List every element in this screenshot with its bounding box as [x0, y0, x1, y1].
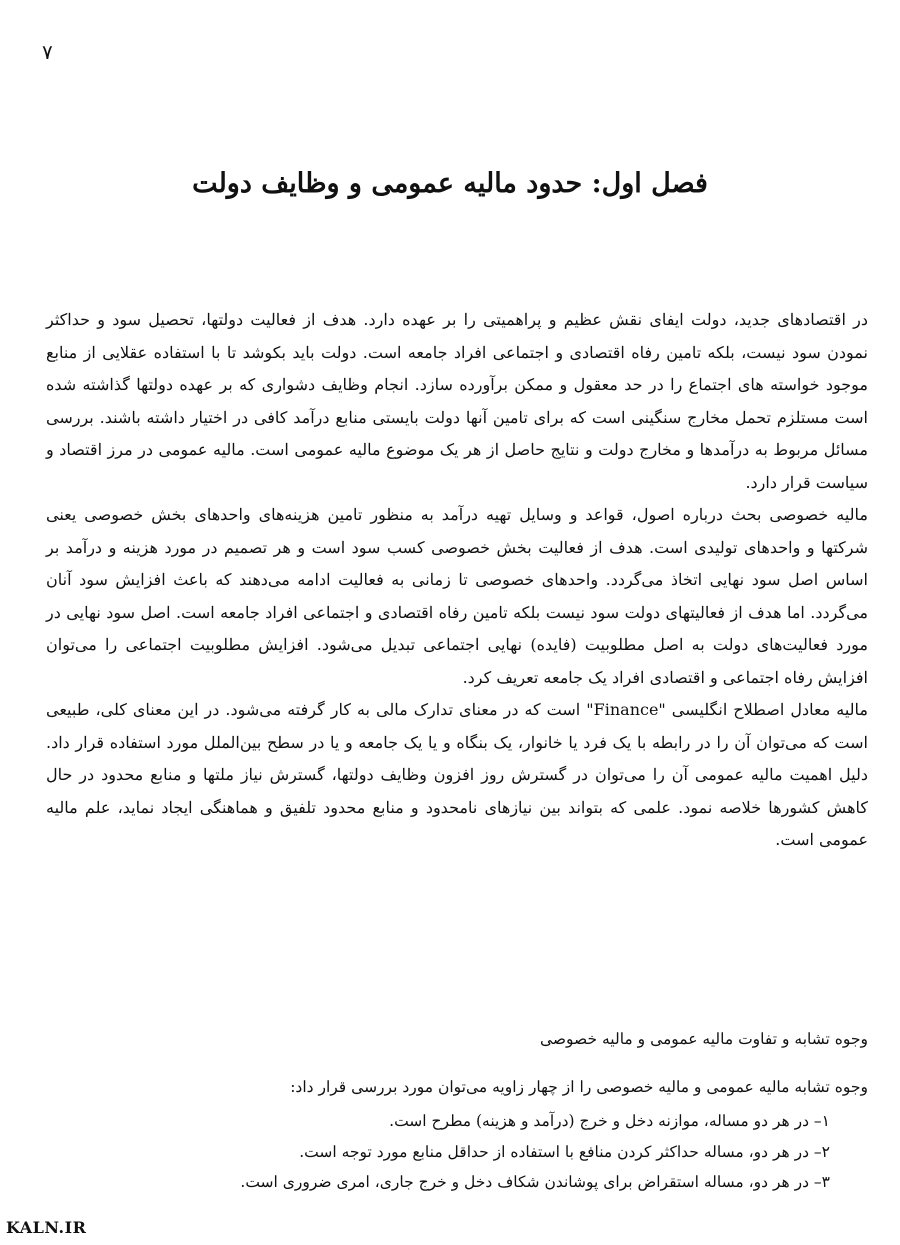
body-text: [46, 304, 868, 857]
paragraph-3: مالیه معادل اصطلاح انگلیسی "Finance" است که در معنای تدارک مالی به کار گرفته می‌شود. در این معنای کلی، طبیعی است که می‌توان آن را در رابطه با یک فرد یا خانوار، یک بنگاه و یا یک جامعه و یا در سطح بین‌الملل مورد استفاده قرار داد. دلیل اهمیت مالیه عمومی آن را می‌توان در گسترش روز افزون وظایف دولتها، گسترش نیاز ملتها و منابع محدود در حال کاهش کشورها خلاصه نمود. علمی که بتواند بین نیازهای نامحدود و منابع محدود تلفیق و هماهنگی ایجاد نماید، علم مالیه عمومی است.: [46, 700, 868, 849]
section-intro: وجوه تشابه مالیه عمومی و مالیه خصوصی را از چهار زاویه می‌توان مورد بررسی قرار داد:: [290, 1078, 868, 1096]
section-heading: وجوه تشابه و تفاوت مالیه عمومی و مالیه خصوصی: [539, 1030, 868, 1048]
list-item: ۳– در هر دو، مساله استقراض برای پوشاندن شکاف دخل و خرج جاری، امری ضروری است.: [240, 1173, 830, 1191]
similarities-section: [46, 1024, 868, 1198]
list-item: ۲– در هر دو، مساله حداکثر کردن منافع با استفاده از حداقل منابع مورد توجه است.: [299, 1142, 830, 1161]
similarities-list: [46, 1106, 868, 1198]
paragraph-2: مالیه خصوصی بحث درباره اصول، قواعد و وسایل تهیه درآمد به منظور تامین هزینه‌های واحدهای بخش خصوصی یعنی شرکتها و واحدهای تولیدی است. هدف از فعالیت بخش خصوصی کسب سود است و هر تصمیم در مورد هزینه و درآمد بر اساس اصل سود نهایی اتخاذ می‌گردد. واحدهای خصوصی تا زمانی به فعالیت ادامه می‌دهند که باعث افزایش سود آنان می‌گردد. اما هدف از فعالیتهای دولت سود نیست بلکه تامین رفاه اقتصادی و اجتماعی افراد جامعه است. اصل سود نهایی در مورد فعالیت‌های دولت به اصل مطلوبیت (فایده) نهایی اجتماعی تبدیل می‌شود. افزایش مطلوبیت اجتماعی را می‌توان افزایش رفاه اجتماعی و اقتصادی افراد یک جامعه تعریف کرد.: [46, 505, 869, 687]
list-item: ۱– در هر دو مساله، موازنه دخل و خرج (درآمد و هزینه) مطرح است.: [389, 1112, 830, 1130]
paragraph-1: در اقتصادهای جدید، دولت ایفای نقش عظیم و پراهمیتی را بر عهده دارد. هدف از فعالیت دولتها، تحصیل سود و حداکثر نمودن سود نیست، بلکه تامین رفاه اقتصادی و اجتماعی افراد جامعه است. دولت باید بکوشد تا با استفاده عقلایی از منابع موجود خواسته های اجتماع را در حد معقول و ممکن برآورده سازد. انجام وظایف دشواری که بر عهده دولتها گذاشته شده است مستلزم تحمل مخارج سنگینی است که برای تامین آنها دولت بایستی منابع درآمد کافی در اختیار داشته باشند. بررسی مسائل مربوط به درآمدها و مخارج دولت و نتایج حاصل از هر یک موضوع مالیه عمومی است. مالیه عمومی در مرز اقتصاد و سیاست قرار دارد.: [46, 310, 869, 492]
chapter-title: فصل اول: حدود مالیه عمومی و وظایف دولت: [192, 168, 708, 199]
site-watermark: KALN.IR: [6, 1218, 87, 1237]
page-number: ۷: [42, 40, 53, 64]
